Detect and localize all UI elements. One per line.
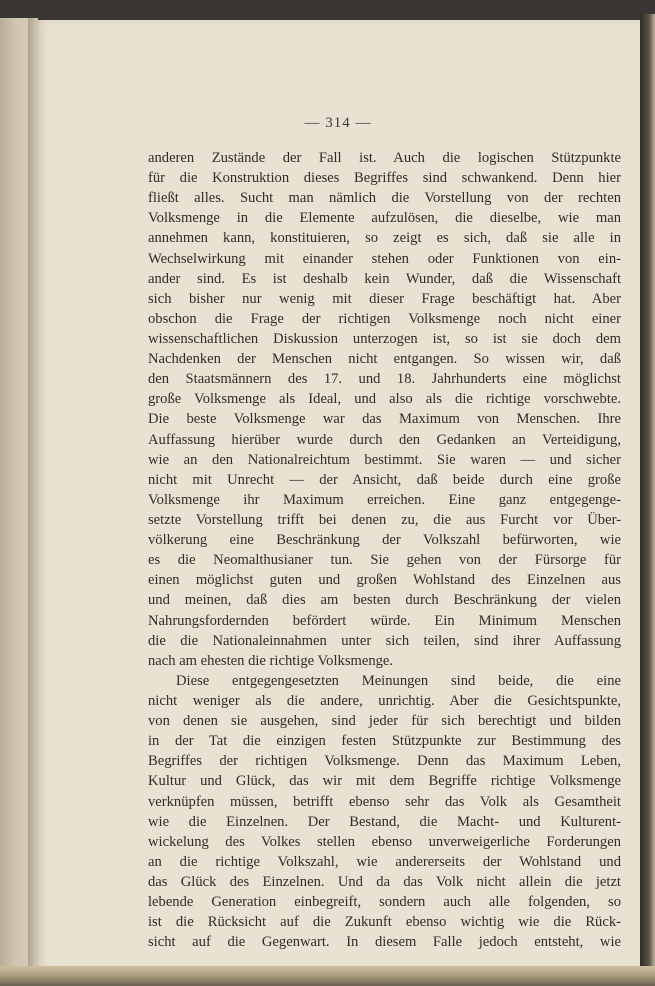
text-line: völkerung eine Beschränkung der Volkszahl befürworten, wie — [148, 532, 621, 549]
text-line: annehmen kann, konstituieren, so zeigt es sich, daß sie alle in — [148, 230, 621, 247]
page-bottom-edge — [0, 966, 655, 986]
page-number: — 314 — — [304, 115, 372, 131]
text-line: anderen Zustände der Fall ist. Auch die logischen Stützpunkte — [148, 150, 621, 166]
text-line: fließt alles. Sucht man nämlich die Vorstellung von der rechten — [148, 190, 621, 207]
text-line: Die beste Volksmenge war das Maximum von Menschen. Ihre — [148, 411, 621, 428]
text-line: es die Neomalthusianer tun. Sie gehen von der Fürsorge für — [148, 552, 621, 569]
text-line: an die richtige Volkszahl, wie andererseits der Wohlstand und — [148, 853, 621, 870]
text-line: sicht auf die Gegenwart. In diesem Falle jedoch entsteht, wie — [148, 934, 621, 951]
text-line: wie die Einzelnen. Der Bestand, die Macht- und Kulturent- — [148, 813, 621, 830]
text-line: den Staatsmännern des 17. und 18. Jahrhunderts eine möglichst — [148, 371, 621, 388]
text-line: nicht mit Unrecht — der Ansicht, daß beide durch eine große — [148, 471, 621, 488]
text-line: ist die Rücksicht auf die Zukunft ebenso wichtig wie die Rück- — [148, 914, 621, 931]
text-line: nicht weniger als die andere, unrichtig. Aber die Gesichtspunkte, — [148, 692, 621, 709]
body-text — [148, 148, 621, 952]
text-line: Begriffes der richtigen Volksmenge. Denn das Maximum Leben, — [148, 753, 621, 770]
text-line: und meinen, daß dies am besten durch Beschränkung der vielen — [148, 592, 621, 609]
page-right-edge — [640, 14, 655, 986]
text-line: die die Nationaleinnahmen unter sich teilen, sind ihrer Auffassung — [148, 632, 621, 649]
text-line: Auffassung hierüber wurde durch den Gedanken an Verteidigung, — [148, 431, 621, 448]
text-line: wissenschaftlichen Diskussion unterzogen ist, so ist sie doch dem — [148, 330, 621, 347]
text-line: Kultur und Glück, das wir mit dem Begriffe richtige Volksmenge — [148, 773, 621, 790]
text-line: Nachdenken der Menschen nicht entgangen. So wissen wir, daß — [148, 351, 621, 368]
text-line: Diese entgegengesetzten Meinungen sind beide, die eine — [176, 672, 621, 689]
text-line: ander sind. Es ist deshalb kein Wunder, daß die Wissenschaft — [148, 270, 621, 287]
text-line: wie an den Nationalreichtum bestimmt. Sie waren — und sicher — [148, 451, 621, 468]
text-line: wickelung des Volkes stellen ebenso unverweigerliche Forderungen — [148, 833, 621, 850]
text-line: sich bisher nur wenig mit dieser Frage beschäftigt hat. Aber — [148, 290, 621, 307]
text-line: verknüpfen müssen, betrifft ebenso sehr das Volk als Gesamtheit — [148, 793, 621, 810]
book-page — [36, 20, 640, 968]
text-line: Volksmenge ihr Maximum erreichen. Eine ganz entgegenge- — [148, 491, 621, 508]
text-line: von denen sie ausgehen, sind jeder für sich berechtigt und bilden — [148, 713, 621, 730]
text-line: obschon die Frage der richtigen Volksmenge noch nicht einer — [148, 310, 621, 327]
spine-shadow — [28, 18, 38, 976]
text-line: lebende Generation einbegreift, sondern auch alle folgenden, so — [148, 894, 621, 911]
text-line: Volksmenge in die Elemente aufzulösen, die dieselbe, wie man — [148, 210, 621, 227]
text-line: in der Tat die einzigen festen Stützpunkte zur Bestimmung des — [148, 733, 621, 750]
text-line: Wechselwirkung mit einander stehen oder Funktionen von ein- — [148, 250, 621, 267]
text-line: das Glück des Einzelnen. Und da das Volk nicht allein die jetzt — [148, 873, 621, 890]
text-line: Nahrungsfordernden befördert würde. Ein Minimum Menschen — [148, 612, 621, 629]
text-line: nach am ehesten die richtige Volksmenge. — [148, 652, 394, 669]
text-line: für die Konstruktion dieses Begriffes sind schwankend. Denn hier — [148, 170, 621, 187]
text-line: setzte Vorstellung trifft bei denen zu, die aus Furcht vor Über- — [148, 511, 621, 528]
text-line: einen möglichst guten und großen Wohlstand des Einzelnen aus — [148, 572, 621, 589]
text-line: große Volksmenge als Ideal, und also als die richtige vorschwebte. — [148, 391, 621, 408]
